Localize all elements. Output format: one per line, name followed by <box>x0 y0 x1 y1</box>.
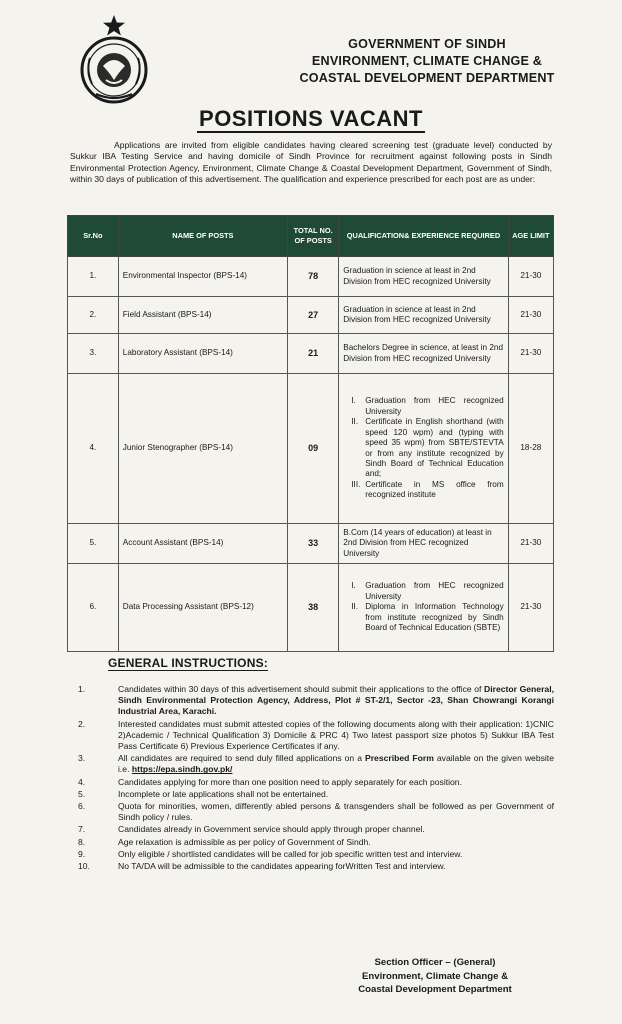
cell-qualification <box>339 564 508 652</box>
header-qualification: QUALIFICATION& EXPERIENCE REQUIRED <box>339 216 508 257</box>
cell-post-name: Junior Stenographer (BPS-14) <box>118 374 287 524</box>
website-link[interactable]: https://epa.sindh.gov.pk/ <box>131 764 233 775</box>
signature-line-1: Section Officer – (General) <box>374 957 496 968</box>
list-item: 4. Candidates applying for more than one position need to apply separately for each position. <box>78 776 462 787</box>
cell-total: 27 <box>288 297 339 334</box>
cell-post-name: Field Assistant (BPS-14) <box>118 297 287 334</box>
cell-age: 18-28 <box>508 374 553 524</box>
header-total: TOTAL NO. OF POSTS <box>288 216 339 257</box>
sindh-government-logo <box>70 14 158 104</box>
cell-srno: 4. <box>68 374 119 524</box>
header-name: NAME OF POSTS <box>118 216 287 257</box>
list-item: 8. Age relaxation is admissible as per policy of Government of Sindh. <box>78 836 371 847</box>
cell-total: 38 <box>288 564 339 652</box>
general-instructions-heading: GENERAL INSTRUCTIONS: <box>108 656 268 670</box>
table-header-row <box>68 216 554 257</box>
cell-qualification: Bachelors Degree in science, at least in 2nd Division from HEC recognized University <box>339 334 508 374</box>
header-srno: Sr.No <box>68 216 119 257</box>
table-row <box>68 297 554 334</box>
list-item: 3. All candidates are required to send duly filled applications on a Prescribed Form available on the given website i.e. https://epa.sindh.gov.pk/ <box>78 753 554 775</box>
cell-post-name: Laboratory Assistant (BPS-14) <box>118 334 287 374</box>
signature-line-2: Environment, Climate Change & <box>361 970 509 982</box>
cell-age: 21-30 <box>508 257 553 297</box>
cell-age: 21-30 <box>508 564 553 652</box>
seal-icon <box>70 14 158 104</box>
positions-table <box>67 215 554 652</box>
signature-line-3: Coastal Development Department <box>358 984 512 995</box>
list-item: I. Graduation from HEC recognized University <box>351 396 504 416</box>
list-item: II. Diploma in Information Technology from institute recognized by Sindh Board of Technical Education (SBTE) <box>351 602 504 633</box>
table-row <box>68 257 554 297</box>
list-item: 10. No TA/DA will be admissible to the candidates appearing forWritten Test and interview. <box>78 861 446 872</box>
list-item: II. Certificate in English shorthand (with speed 120 wpm) and (typing with speed 35 wpm) from SBTE/STEVTA or from any institute recognized by Sindh Board of Technical Education and; <box>351 417 504 479</box>
cell-age: 21-30 <box>508 334 553 374</box>
cell-total: 78 <box>288 257 339 297</box>
qualification-list <box>343 396 503 500</box>
cell-srno: 3. <box>68 334 119 374</box>
intro-paragraph: Applications are invited from eligible candidates having cleared screening test (graduate level) conducted by Sukkur IBA Testing Service and having domicile of Sindh Province for recruitment against following posts in Sindh Environmental Protection Agency, Environment, Climate Change & Coastal Development Department, Government of Sindh, within 30 days of publication of this advertisement. The qualification and experience prescribed for each post are as under: <box>70 140 552 185</box>
cell-post-name: Data Processing Assistant (BPS-12) <box>118 564 287 652</box>
cell-age: 21-30 <box>508 524 553 564</box>
cell-qualification <box>339 374 508 524</box>
cell-total: 21 <box>288 334 339 374</box>
cell-total: 09 <box>288 374 339 524</box>
cell-post-name: Environmental Inspector (BPS-14) <box>118 257 287 297</box>
cell-qualification: B.Com (14 years of education) at least in 2nd Division from HEC recognized University <box>339 524 508 564</box>
cell-qualification: Graduation in science at least in 2nd Division from HEC recognized University <box>339 297 508 334</box>
qualification-list <box>343 581 503 633</box>
header-line-1: GOVERNMENT OF SINDH <box>348 37 506 51</box>
list-item: I. Graduation from HEC recognized University <box>351 581 504 601</box>
cell-srno: 1. <box>68 257 119 297</box>
list-item: 6. Quota for minorities, women, differently abled persons & transgenders shall be followed as per Government of Sindh policy / rules. <box>78 801 554 823</box>
header-line-2: ENVIRONMENT, CLIMATE CHANGE & <box>311 54 543 68</box>
cell-srno: 6. <box>68 564 119 652</box>
table-row <box>68 524 554 564</box>
list-item: 1. Candidates within 30 days of this advertisement should submit their applications to the office of Director General, Sindh Environmental Protection Agency, Address, Plot # ST-2/1, Sector -23, Shan Chowrangi Korangi Industrial Area, Karachi. <box>78 684 554 717</box>
instructions-list <box>74 684 554 873</box>
cell-srno: 5. <box>68 524 119 564</box>
list-item: 7. Candidates already in Government service should apply through proper channel. <box>78 824 425 835</box>
table-row <box>68 564 554 652</box>
cell-total: 33 <box>288 524 339 564</box>
list-item: 9. Only eligible / shortlisted candidates will be called for job specific written test and interview. <box>78 848 463 859</box>
table-row <box>68 374 554 524</box>
cell-age: 21-30 <box>508 297 553 334</box>
cell-qualification: Graduation in science at least in 2nd Division from HEC recognized University <box>339 257 508 297</box>
header-age: AGE LIMIT <box>508 216 553 257</box>
signature-block <box>300 956 570 997</box>
table-row <box>68 334 554 374</box>
cell-post-name: Account Assistant (BPS-14) <box>118 524 287 564</box>
list-item: 2. Interested candidates must submit attested copies of the following documents along with their application: 1)CNIC 2)Academic / Technical Qualification 3) Domicile & PRC 4) Two latest passport size photos 5) Sukkur IBA Test Pass Certificate 6) Previous Experience Certificates if any. <box>78 718 554 752</box>
cell-srno: 2. <box>68 297 119 334</box>
list-item: 5. Incomplete or late applications shall not be entertained. <box>78 788 329 799</box>
header-line-3: COASTAL DEVELOPMENT DEPARTMENT <box>299 71 555 85</box>
list-item: III. Certificate in MS office from recognized institute <box>351 479 504 500</box>
page-title: POSITIONS VACANT <box>199 106 423 131</box>
department-header <box>262 36 592 87</box>
